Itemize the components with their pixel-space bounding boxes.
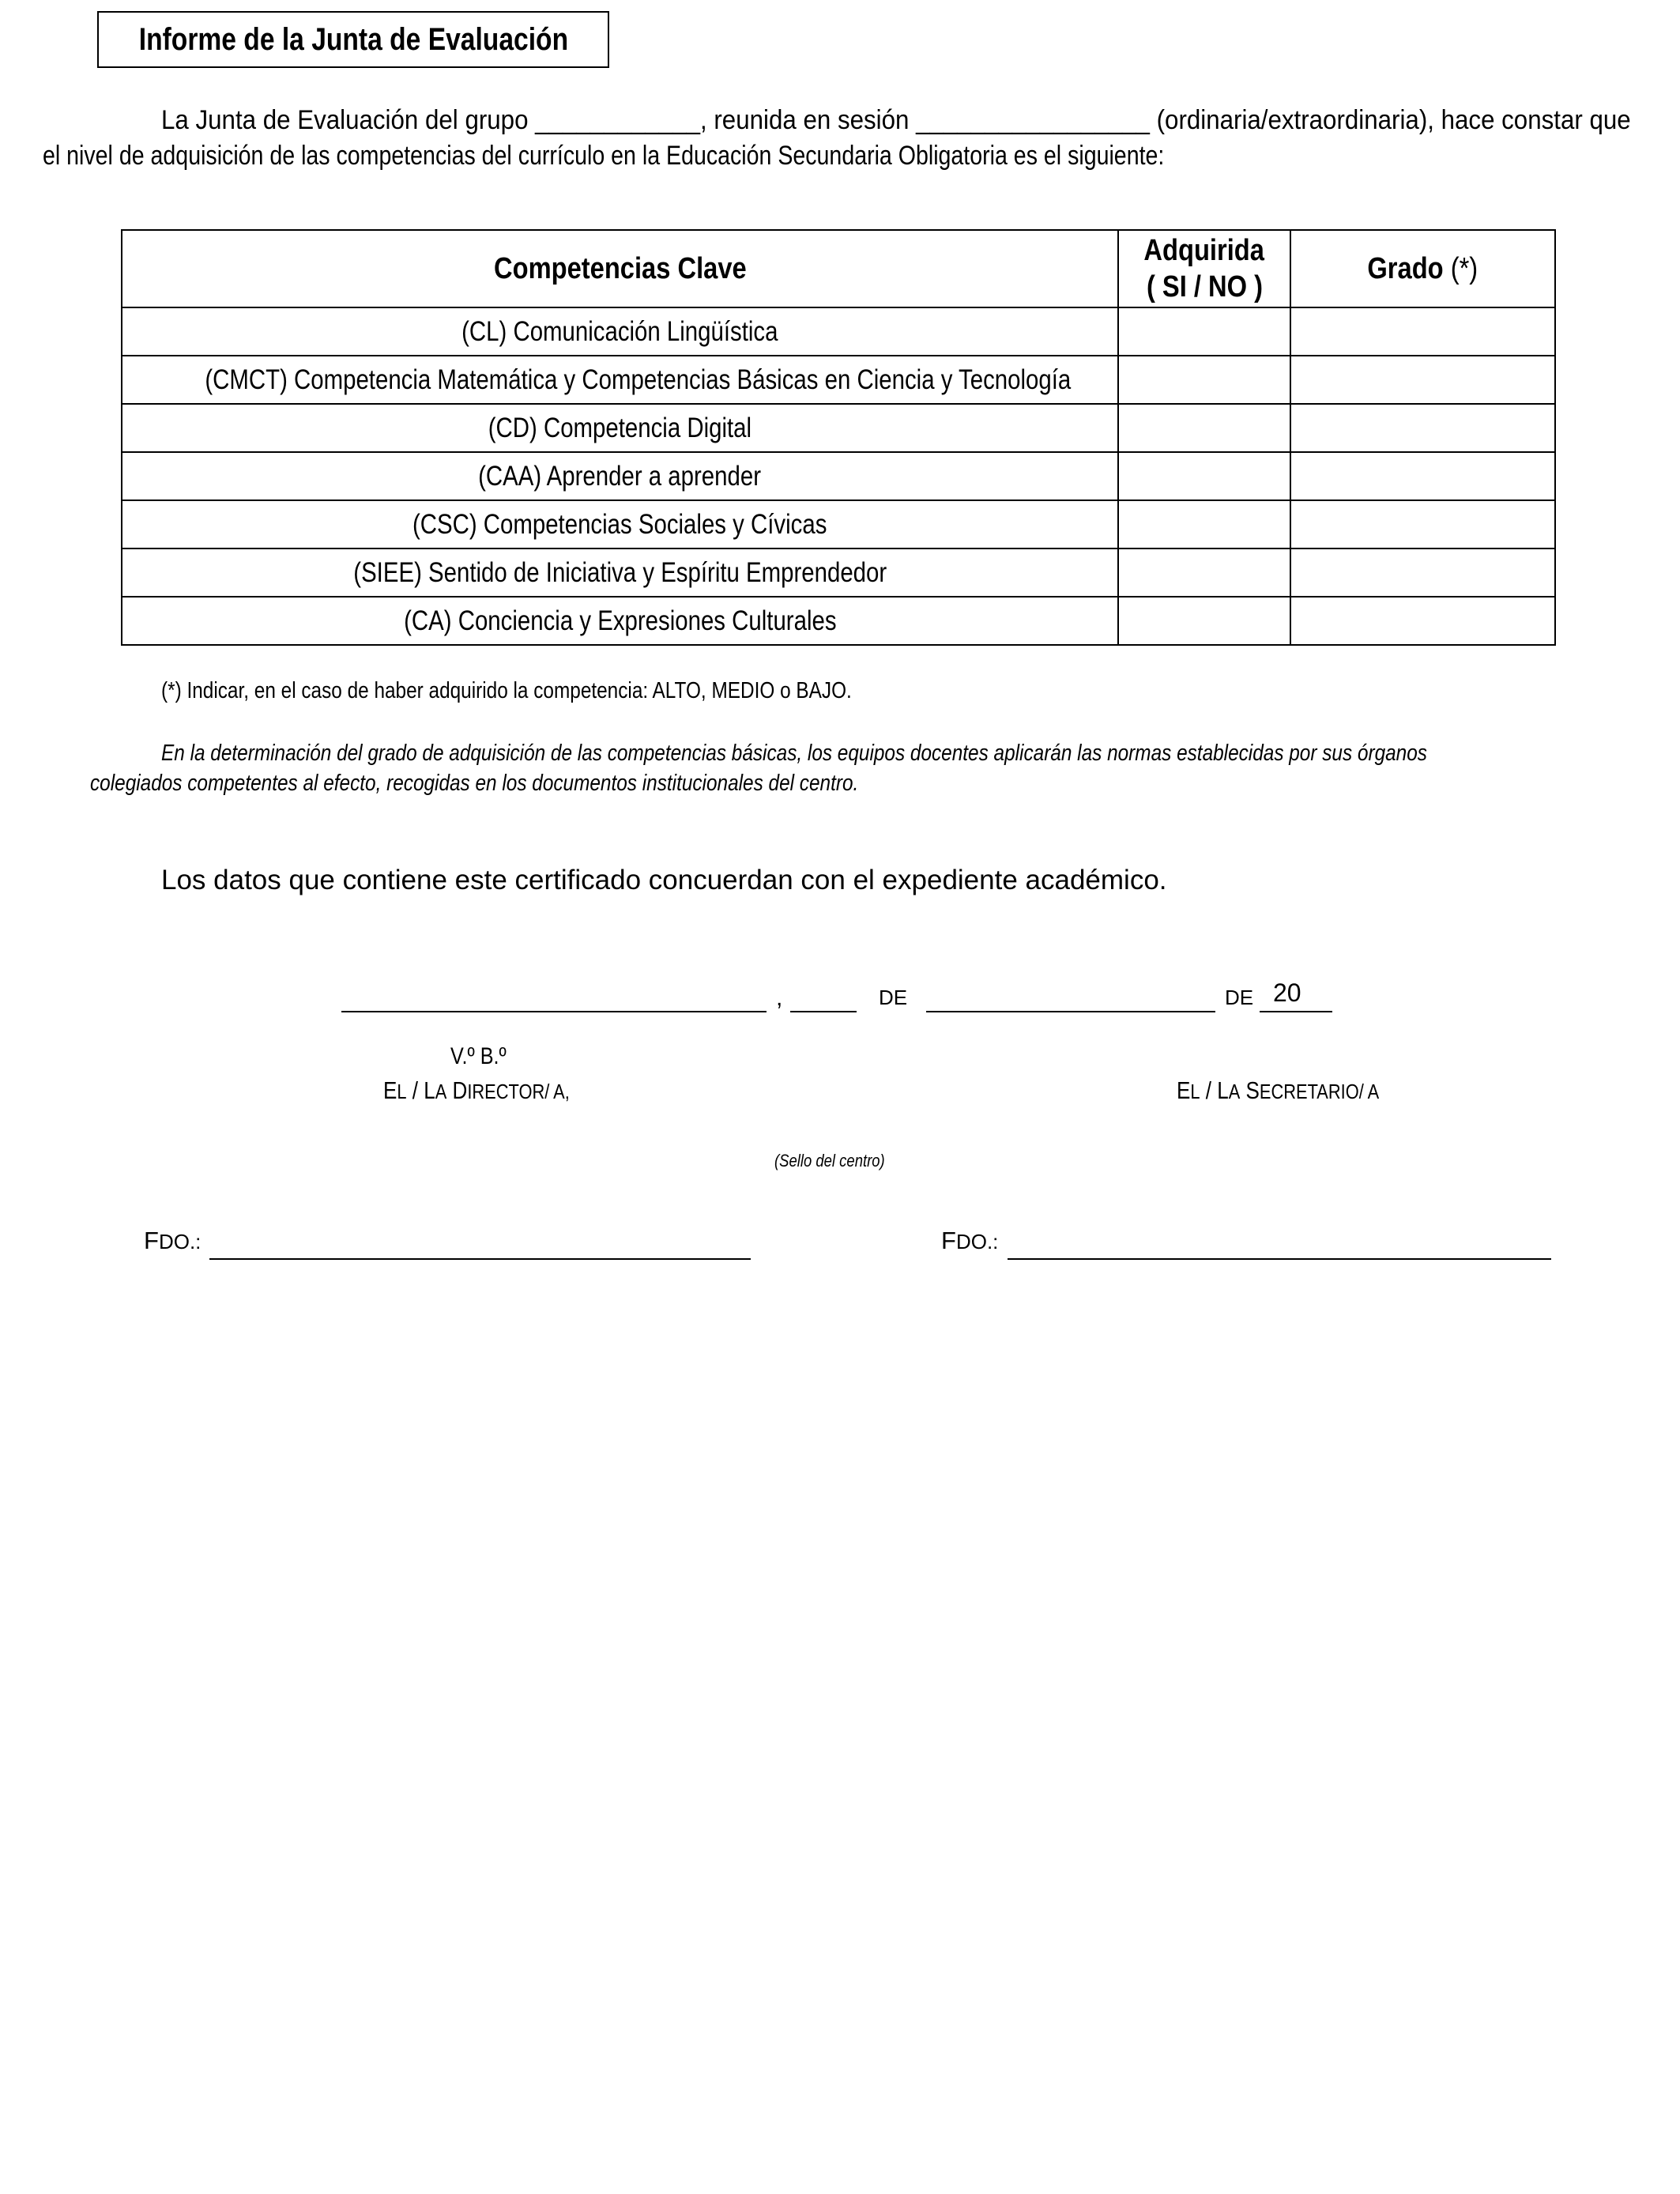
footnote: (*) Indicar, en el caso de haber adquirido la competencia: ALTO, MEDIO o BAJO.: [161, 678, 852, 703]
director-fdo-label: FDO.:: [144, 1227, 202, 1254]
competencia-cell: (SIEE) Sentido de Iniciativa y Espíritu Emprendedor: [122, 548, 1118, 597]
italic-note-line-2: colegiados competentes al efecto, recogidas en los documentos institucionales del centro.: [90, 771, 859, 796]
year-field[interactable]: [1260, 1011, 1332, 1012]
grado-cell[interactable]: [1290, 307, 1555, 356]
date-de-1: DE: [879, 986, 908, 1009]
grado-cell[interactable]: [1290, 452, 1555, 500]
table-row: [122, 356, 1555, 404]
header-grado-label: Grado: [1367, 252, 1444, 285]
day-field[interactable]: [790, 1011, 857, 1012]
table-row: [122, 404, 1555, 452]
competencia-cell: (CSC) Competencias Sociales y Cívicas: [122, 500, 1118, 548]
table-row: [122, 548, 1555, 597]
adquirida-cell[interactable]: [1118, 452, 1290, 500]
adquirida-cell[interactable]: [1118, 597, 1290, 645]
document-title-box: [97, 11, 609, 68]
grado-cell[interactable]: [1290, 597, 1555, 645]
certify-statement: Los datos que contiene este certificado concuerdan con el expediente académico.: [161, 865, 1167, 895]
table-row: [122, 500, 1555, 548]
header-competencias: Competencias Clave: [122, 230, 1118, 307]
seal-label: (Sello del centro): [774, 1151, 885, 1171]
secretario-fdo-label: FDO.:: [941, 1227, 999, 1254]
competencias-table: [121, 229, 1556, 646]
intro-line-1-text: La Junta de Evaluación del grupo ____________, reunida en sesión _________________ (ordinaria/extraordinaria), hace constar que: [161, 105, 1631, 135]
date-comma: ,: [776, 985, 783, 1011]
adquirida-cell[interactable]: [1118, 404, 1290, 452]
competencia-cell: (CD) Competencia Digital: [122, 404, 1118, 452]
secretario-label: EL / LA SECRETARIO/ A: [1177, 1076, 1380, 1104]
adquirida-cell[interactable]: [1118, 356, 1290, 404]
month-field[interactable]: [926, 1011, 1215, 1012]
director-signature-field[interactable]: [209, 1258, 751, 1260]
header-adquirida-line-1: Adquirida: [1143, 234, 1265, 267]
grado-cell[interactable]: [1290, 500, 1555, 548]
competencia-cell: (CA) Conciencia y Expresiones Culturales: [122, 597, 1118, 645]
intro-paragraph-line-1: [161, 103, 1631, 138]
grado-cell[interactable]: [1290, 404, 1555, 452]
document-title: Informe de la Junta de Evaluación: [138, 21, 568, 57]
adquirida-cell[interactable]: [1118, 548, 1290, 597]
place-field[interactable]: [341, 1011, 767, 1012]
year-prefix: 20: [1273, 978, 1301, 1007]
date-de-2: DE: [1225, 986, 1254, 1009]
header-grado-mark: (*): [1450, 252, 1478, 285]
table-row: [122, 597, 1555, 645]
grado-cell[interactable]: [1290, 356, 1555, 404]
italic-note-line-1: En la determinación del grado de adquisición de las competencias básicas, los equipos docentes aplicarán las normas establecidas por sus órganos: [161, 741, 1427, 766]
director-label: EL / LA DIRECTOR/ A,: [383, 1076, 570, 1104]
competencia-cell: (CAA) Aprender a aprender: [122, 452, 1118, 500]
secretario-signature-field[interactable]: [1008, 1258, 1551, 1260]
table-header-row: [122, 230, 1555, 307]
grado-cell[interactable]: [1290, 548, 1555, 597]
adquirida-cell[interactable]: [1118, 307, 1290, 356]
visto-bueno-label: V.º B.º: [450, 1043, 507, 1069]
adquirida-cell[interactable]: [1118, 500, 1290, 548]
header-grado: [1290, 230, 1555, 307]
competencia-cell: (CMCT) Competencia Matemática y Competencias Básicas en Ciencia y Tecnología: [122, 356, 1118, 404]
competencia-cell: (CL) Comunicación Lingüística: [122, 307, 1118, 356]
table-row: [122, 307, 1555, 356]
intro-paragraph-line-2: el nivel de adquisición de las competencias del currículo en la Educación Secundaria Obligatoria es el siguiente:: [43, 141, 1165, 171]
header-adquirida-line-2: ( SI / NO ): [1146, 270, 1263, 303]
table-row: [122, 452, 1555, 500]
header-adquirida: [1118, 230, 1290, 307]
